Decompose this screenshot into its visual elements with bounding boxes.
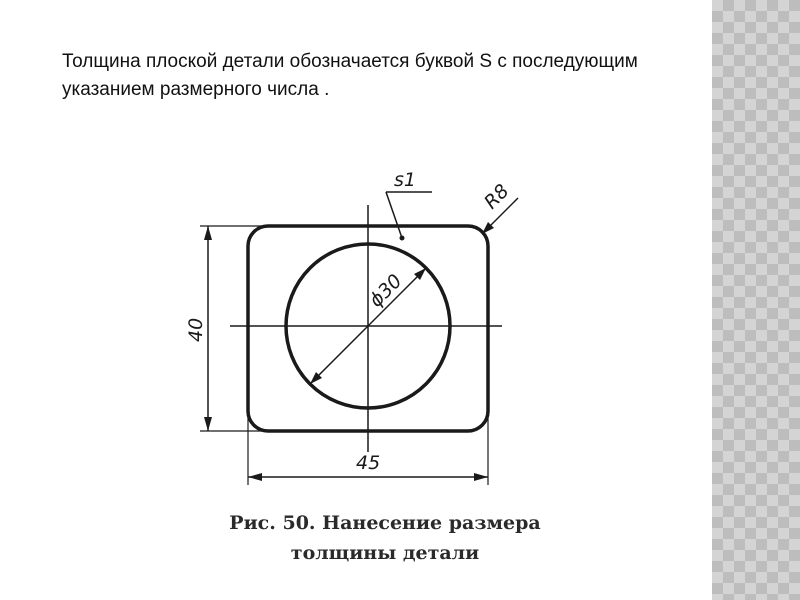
diameter-label: ϕ30 [364,270,407,312]
thickness-label: s1 [394,169,416,191]
thickness-leader-line [386,192,402,238]
height-arrow-bottom [204,417,212,431]
width-arrow-left [248,473,262,481]
slide-body-text: Толщина плоской детали обозначается буквой S с последующим указанием размерного числа . [62,51,638,100]
width-arrow-right [474,473,488,481]
height-arrow-top [204,226,212,240]
figure-caption [170,508,600,568]
width-label: 45 [356,452,381,474]
thickness-leader-dot [400,236,405,241]
side-decorative-pattern [712,0,800,600]
caption-line-1: Рис. 50. Нанесение размера [229,512,541,534]
radius-label: R8 [479,180,514,214]
caption-line-2: толщины детали [290,542,480,564]
height-label: 40 [185,317,207,342]
